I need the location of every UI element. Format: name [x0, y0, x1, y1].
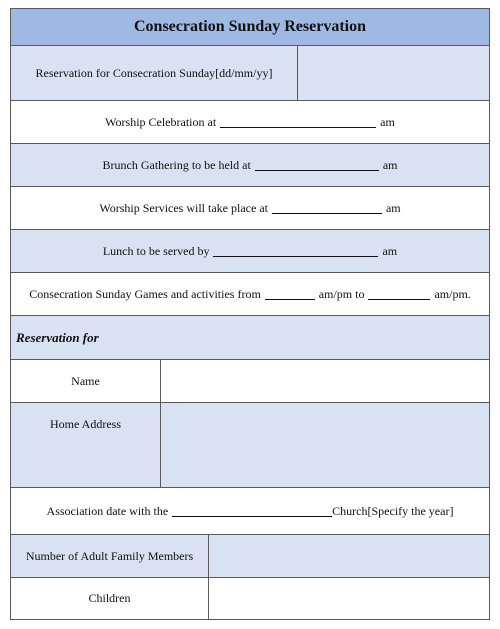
children-label: Children — [88, 591, 131, 605]
association-suffix: Church[Specify the year] — [332, 503, 454, 518]
adult-members-label: Number of Adult Family Members — [25, 548, 194, 563]
worship-services-blank[interactable] — [272, 203, 382, 214]
games-label: Consecration Sunday Games and activities from — [29, 286, 261, 301]
home-address-field[interactable] — [161, 403, 489, 487]
lunch-label: Lunch to be served by — [102, 243, 210, 258]
worship-services-label: Worship Services will take place at — [99, 200, 268, 215]
children-field[interactable] — [209, 578, 489, 619]
form-title: Consecration Sunday Reservation — [133, 18, 366, 35]
reservation-date-row — [11, 46, 489, 101]
name-label-cell — [11, 360, 161, 402]
worship-services-row — [11, 187, 489, 230]
association-row — [11, 488, 489, 535]
children-row — [11, 578, 489, 619]
brunch-suffix: am — [382, 157, 398, 172]
association-label: Association date with the — [46, 503, 169, 518]
worship-celebration-row — [11, 101, 489, 144]
name-label: Name — [71, 373, 100, 388]
form-title-row — [11, 9, 489, 46]
reservation-for-row — [11, 316, 489, 360]
reservation-date-field[interactable] — [298, 46, 489, 100]
adult-members-label-cell — [11, 535, 209, 577]
reservation-date-label: Reservation for Consecration Sunday[dd/mm/yy] — [35, 65, 273, 80]
lunch-blank[interactable] — [213, 246, 378, 257]
adult-members-field[interactable] — [209, 535, 489, 577]
games-end-blank[interactable] — [368, 289, 430, 300]
home-address-label-cell — [11, 403, 161, 487]
games-suffix: am/pm. — [434, 286, 471, 301]
worship-celebration-blank[interactable] — [220, 117, 376, 128]
worship-celebration-label: Worship Celebration at — [105, 114, 217, 129]
lunch-suffix: am — [382, 243, 398, 258]
games-start-blank[interactable] — [265, 289, 315, 300]
home-address-row — [11, 403, 489, 488]
name-field[interactable] — [161, 360, 489, 402]
children-label-cell — [11, 578, 209, 619]
name-row — [11, 360, 489, 403]
games-middle: am/pm to — [318, 286, 365, 301]
brunch-label: Brunch Gathering to be held at — [102, 157, 251, 172]
worship-celebration-suffix: am — [380, 114, 395, 129]
adult-members-row — [11, 535, 489, 578]
reservation-form — [10, 8, 490, 620]
brunch-blank[interactable] — [255, 160, 379, 171]
brunch-row — [11, 144, 489, 187]
games-row — [11, 273, 489, 316]
worship-services-suffix: am — [385, 200, 401, 215]
association-blank[interactable] — [172, 506, 332, 517]
lunch-row — [11, 230, 489, 273]
reservation-for-heading: Reservation for — [16, 329, 99, 345]
reservation-date-label-cell — [11, 46, 298, 100]
home-address-label: Home Address — [50, 417, 121, 431]
